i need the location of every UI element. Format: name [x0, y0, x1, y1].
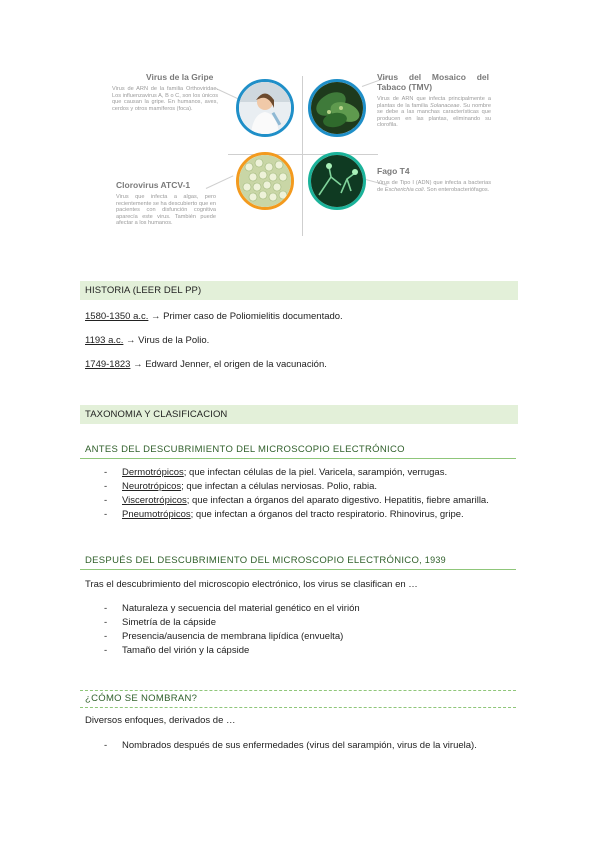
despues-heading: DESPUÉS DEL DESCUBRIMIENTO DEL MICROSCOPIO ELECTRÓNICO, 1939	[80, 555, 516, 570]
historia-item-1: 1580-1350 a.c. → Primer caso de Poliomielitis documentado.	[85, 311, 343, 322]
despues-intro: Tras el descubrimiento del microscopio electrónico, los virus se clasifican en …	[85, 579, 418, 590]
t4-image	[308, 152, 366, 210]
t4-text: Virus de Tipo I (ADN) que infecta a bacterias de Escherichia coli. Son enterobacteriófagos.	[377, 180, 491, 193]
nombran-heading: ¿CÓMO SE NOMBRAN?	[80, 690, 516, 708]
historia-item-2: 1193 a.c. → Virus de la Polio.	[85, 335, 210, 346]
influenza-text: Virus de ARN de la familia Orthoviridae. Los influenzavirus A, B o C, son los únicos que causan la gripe. En humanos, aves, cerdos y otros mamíferos (foca).	[112, 86, 218, 112]
t4-title: Fago T4	[377, 166, 410, 176]
virus-infographic	[108, 66, 494, 246]
tmv-image	[308, 79, 366, 137]
taxonomia-heading: TAXONOMIA Y CLASIFICACION	[80, 405, 518, 424]
connector-chlorovirus	[206, 175, 234, 189]
chlorovirus-title: Clorovirus ATCV-1	[116, 180, 191, 190]
historia-heading: HISTORIA (LEER DEL PP)	[80, 281, 518, 300]
chlorovirus-text: Virus que infecta a algas, pero recientemente se ha descubierto que en pacientes con disfunción cognitiva aparecía este virus. También puede afectar a los humanos.	[116, 194, 216, 227]
divider-vertical	[302, 76, 303, 236]
tmv-title: Virus del Mosaico del Tabaco (TMV)	[377, 72, 489, 92]
nombran-intro: Diversos enfoques, derivados de …	[85, 715, 236, 726]
influenza-image	[236, 79, 294, 137]
influenza-title: Virus de la Gripe	[146, 72, 214, 82]
antes-heading: ANTES DEL DESCUBRIMIENTO DEL MICROSCOPIO ELECTRÓNICO	[80, 444, 516, 459]
chlorovirus-image	[236, 152, 294, 210]
tmv-text: Virus de ARN que infecta principalmente a plantas de la familia Solanaceae. Su nombre se debe a las manchas características que producen en las plantas, eliminando su clorofila.	[377, 96, 491, 129]
historia-item-3: 1749-1823 → Edward Jenner, el origen de la vacunación.	[85, 359, 327, 370]
